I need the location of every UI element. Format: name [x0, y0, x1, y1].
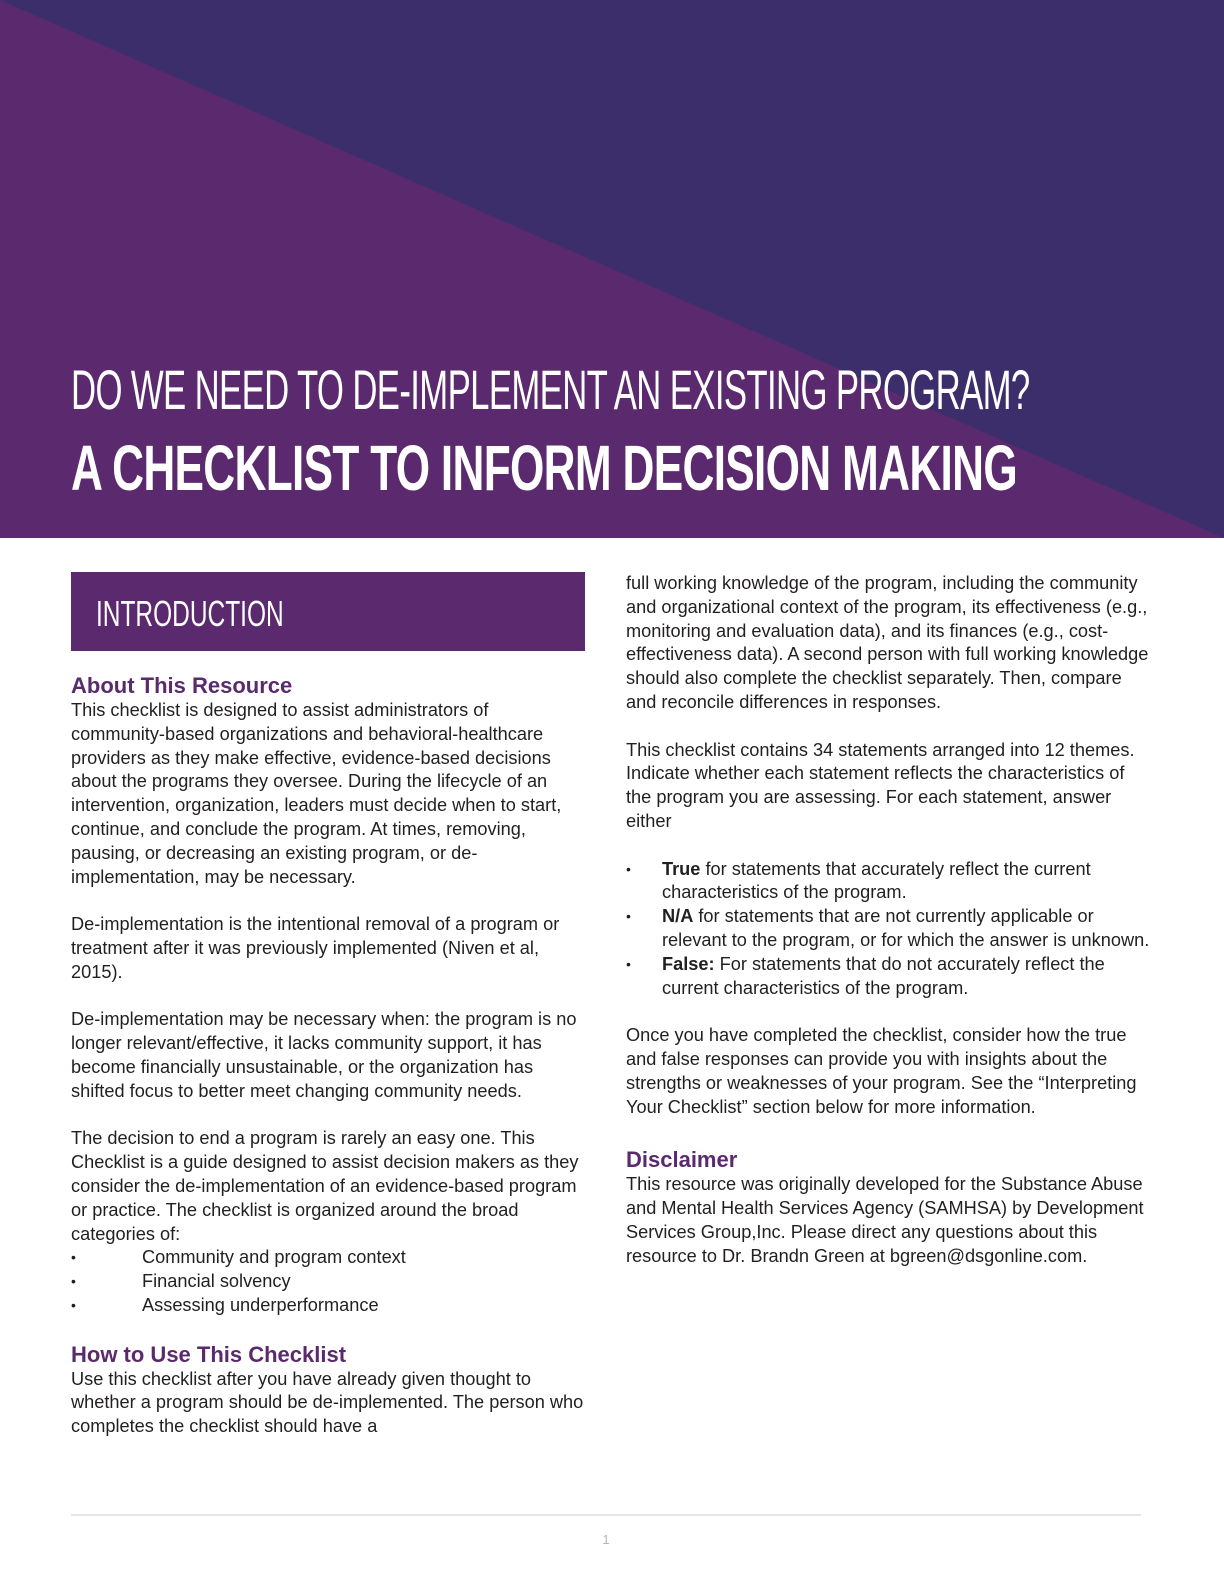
how-to-paragraph-1-continued: full working knowledge of the program, including the community and organizational context of the program, its effectiveness (e.g., monitoring and evaluation data), and its finances (e.g., cost-effectiveness data). A second person with full working knowledge should also complete the checklist separately. Then, compare and reconcile differences in responses.	[626, 573, 1149, 712]
how-to-paragraph-1-start: Use this checklist after you have already given thought to whether a program should be de-implemented. The person who completes the checklist should have a	[71, 1368, 584, 1437]
list-item: • Community and program context	[71, 1246, 587, 1270]
how-to-paragraph-3: Once you have completed the checklist, consider how the true and false responses can provide you with insights about the strengths or weaknesses of your program. See the “Interpreting Your Checklist” section below for more information.	[626, 1025, 1137, 1117]
about-paragraph-1: This checklist is designed to assist administrators of community-based organizations and behavioral-healthcare providers as they make effective, evidence-based decisions about the programs they oversee. During the lifecycle of an intervention, organization, leaders must decide when to start, continue, and conclude the program. At times, removing, pausing, or decreasing an existing program, or de-implementation, may be necessary.	[71, 700, 562, 887]
answer-term-na: N/A	[662, 906, 694, 927]
how-to-paragraph-2: This checklist contains 34 statements arranged into 12 themes. Indicate whether each statement reflects the characteristics of the program you are assessing. For each statement, answer either	[626, 739, 1135, 831]
introduction-heading: INTRODUCTION	[96, 593, 284, 634]
answer-text-true: for statements that accurately reflect the current characteristics of the program.	[662, 858, 1091, 903]
right-column	[626, 572, 1151, 1269]
category-list	[71, 1246, 587, 1317]
about-heading: About This Resource	[71, 673, 293, 698]
list-item	[626, 858, 1151, 906]
title-line-1: DO WE NEED TO DE-IMPLEMENT AN EXISTING PROGRAM?	[71, 358, 1030, 421]
answer-term-false: False:	[662, 953, 715, 974]
how-to-heading: How to Use This Checklist	[71, 1341, 347, 1367]
list-item: • Financial solvency	[71, 1270, 587, 1294]
answer-options-list	[626, 858, 1151, 1001]
disclaimer-heading: Disclaimer	[626, 1147, 738, 1173]
about-paragraph-4: The decision to end a program is rarely an easy one. This Checklist is a guide designed to assist decision makers as they consider the de-implementation of an evidence-based program or practice. The checklist is organized around the broad categories of:	[71, 1128, 579, 1244]
list-item: • Assessing underperformance	[71, 1294, 587, 1318]
title-line-2: A CHECKLIST TO INFORM DECISION MAKING	[71, 432, 1017, 504]
about-paragraph-2: De-implementation is the intentional removal of a program or treatment after it was previously implemented (Niven et al, 2015).	[71, 914, 560, 982]
answer-text-na: for statements that are not currently applicable or relevant to the program, or for which the answer is unknown.	[662, 906, 1150, 950]
answer-term-true: True	[662, 858, 701, 879]
footer-divider	[71, 1514, 1141, 1516]
answer-text-false: For statements that do not accurately reflect the current characteristics of the program.	[662, 953, 1105, 998]
list-item	[626, 905, 1151, 953]
disclaimer-text: This resource was originally developed for the Substance Abuse and Mental Health Services Agency (SAMHSA) by Development Services Group,Inc. Please direct any questions about this resource to Dr. Brandn Green at bgreen@dsgonline.com.	[626, 1174, 1144, 1266]
left-column	[71, 572, 587, 1439]
list-item	[626, 953, 1151, 1001]
introduction-heading-box	[71, 572, 585, 651]
page-number: 1	[602, 1532, 610, 1547]
header-banner	[0, 0, 1224, 538]
about-paragraph-3: De-implementation may be necessary when: the program is no longer relevant/effective, it lacks community support, it has become financially unsustainable, or the organization has shifted focus to better meet changing community needs.	[71, 1009, 577, 1101]
